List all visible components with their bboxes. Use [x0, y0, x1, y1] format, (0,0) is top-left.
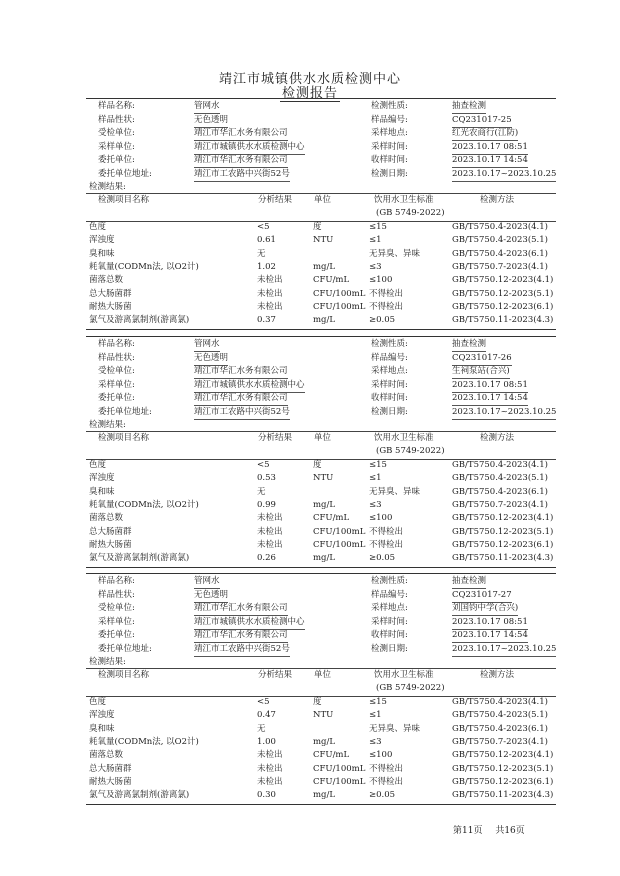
principal-unit-value: 靖江市华汇水务有限公司 [194, 154, 288, 168]
table-row [86, 723, 556, 736]
sampling-time-label: 采样时间: [371, 141, 408, 152]
row-standard: ≤3 [369, 261, 382, 272]
row-result: 0.99 [257, 499, 276, 510]
sampling-time-value: 2023.10.17 08:51 [452, 616, 528, 630]
row-result: 未检出 [257, 539, 283, 550]
row-item: 耐热大肠菌 [89, 539, 132, 550]
sample-property-label: 样品性状: [98, 114, 135, 125]
row-item: 耐热大肠菌 [89, 301, 132, 312]
table-row [86, 696, 556, 709]
row-method: GB/T5750.11-2023(4.3) [452, 315, 554, 326]
table-row [86, 472, 556, 485]
info-row [86, 114, 556, 127]
info-row [86, 168, 556, 181]
sample-property-label: 样品性状: [98, 589, 135, 600]
row-item: 菌落总数 [89, 513, 124, 524]
row-method: GB/T5750.11-2023(4.3) [452, 553, 554, 564]
row-unit: 度 [313, 460, 322, 470]
sampling-site-label: 采样地点: [371, 366, 408, 376]
info-row [86, 406, 556, 419]
row-unit: CFU/100mL [313, 763, 366, 774]
table-row [86, 288, 556, 301]
info-row [86, 602, 556, 615]
row-method: GB/T5750.4-2023(4.1) [452, 460, 548, 470]
table-row [86, 736, 556, 749]
receive-time-label: 收样时间: [371, 630, 408, 640]
row-item: 耗氧量(CODMn法, 以O2计) [89, 736, 199, 747]
info-row [86, 154, 556, 167]
sample-number-label: 样品编号: [371, 352, 408, 363]
client-unit-label: 受检单位: [98, 603, 135, 613]
row-method: GB/T5750.4-2023(5.1) [452, 473, 548, 484]
row-standard: 无异臭、异味 [369, 248, 421, 259]
sampling-unit-label: 采样单位: [98, 141, 135, 152]
sample-property-value: 无色透明 [194, 589, 228, 603]
info-row [86, 127, 556, 140]
test-date-value: 2023.10.17~2023.10.25 [452, 406, 556, 420]
table-row [86, 749, 556, 762]
receive-time-label: 收样时间: [371, 155, 408, 165]
row-standard: 不得检出 [369, 763, 404, 774]
row-item: 氯气及游离氯制剂(游离氯) [89, 553, 190, 564]
sample-name-label: 样品名称: [98, 576, 135, 586]
report-section [86, 97, 556, 337]
results-heading-row [86, 656, 556, 669]
col-item-header: 检测项目名称 [98, 670, 150, 680]
test-type-label: 检测性质: [371, 576, 408, 586]
info-row [86, 643, 556, 656]
row-item: 浑浊度 [89, 473, 115, 484]
sampling-time-label: 采样时间: [371, 379, 408, 390]
column-header-row-2 [86, 445, 556, 458]
principal-address-label: 委托单位地址: [98, 406, 152, 417]
row-method: GB/T5750.12-2023(5.1) [452, 526, 554, 537]
row-result: 未检出 [257, 288, 283, 299]
col-standard-code: (GB 5749-2022) [376, 208, 445, 218]
col-method-header: 检测方法 [480, 670, 515, 680]
row-unit: CFU/100mL [313, 539, 366, 550]
row-method: GB/T5750.11-2023(4.3) [452, 790, 554, 801]
principal-address-label: 委托单位地址: [98, 643, 152, 654]
info-row [86, 365, 556, 378]
row-standard: ≤3 [369, 736, 382, 747]
row-unit: NTU [313, 473, 334, 484]
table-row [86, 789, 556, 802]
table-row [86, 221, 556, 234]
info-row [86, 629, 556, 642]
table-row [86, 763, 556, 776]
row-unit: mg/L [313, 261, 336, 272]
sampling-unit-label: 采样单位: [98, 379, 135, 390]
row-method: GB/T5750.12-2023(5.1) [452, 288, 554, 299]
sample-name-value: 管网水 [194, 100, 220, 114]
sample-number-label: 样品编号: [371, 589, 408, 600]
results-heading: 检测结果: [89, 420, 126, 430]
info-row [86, 575, 556, 588]
row-method: GB/T5750.4-2023(4.1) [452, 222, 548, 232]
results-heading: 检测结果: [89, 657, 126, 667]
row-standard: ≤100 [369, 513, 393, 524]
principal-unit-value: 靖江市华汇水务有限公司 [194, 629, 288, 643]
row-item: 浑浊度 [89, 235, 115, 246]
row-standard: ≤100 [369, 750, 393, 761]
row-method: GB/T5750.7-2023(4.1) [452, 736, 548, 747]
column-header-row [86, 669, 556, 682]
row-result: 未检出 [257, 301, 283, 312]
row-standard: 不得检出 [369, 301, 404, 312]
row-unit: mg/L [313, 553, 336, 564]
row-method: GB/T5750.12-2023(4.1) [452, 275, 554, 286]
page-footer [453, 823, 535, 836]
test-type-value: 抽查检测 [452, 575, 486, 589]
row-item: 浑浊度 [89, 710, 115, 721]
row-method: GB/T5750.4-2023(6.1) [452, 486, 548, 497]
col-standard-code: (GB 5749-2022) [376, 683, 445, 693]
page-number: 第11页 [453, 826, 483, 836]
row-unit: CFU/100mL [313, 776, 366, 787]
row-method: GB/T5750.4-2023(6.1) [452, 248, 548, 259]
row-method: GB/T5750.4-2023(5.1) [452, 235, 548, 246]
receive-time-label: 收样时间: [371, 393, 408, 403]
test-date-value: 2023.10.17~2023.10.25 [452, 643, 556, 657]
sampling-site-value: 刘国钧中学(合兴) [452, 602, 518, 616]
principal-address-value: 靖江市工农路中兴街52号 [194, 406, 290, 420]
row-unit: NTU [313, 710, 334, 721]
row-unit: CFU/100mL [313, 526, 366, 537]
client-unit-label: 受检单位: [98, 366, 135, 376]
row-standard: ≤1 [369, 710, 382, 721]
receive-time-value: 2023.10.17 14:54 [452, 154, 528, 168]
col-unit-header: 单位 [314, 433, 332, 443]
table-row [86, 234, 556, 247]
col-method-header: 检测方法 [480, 195, 515, 205]
test-date-label: 检测日期: [371, 168, 408, 179]
table-row [86, 459, 556, 472]
test-date-label: 检测日期: [371, 406, 408, 417]
column-header-row-2 [86, 682, 556, 695]
sampling-site-value: 红光农商行(江防) [452, 127, 518, 141]
row-result: 0.37 [257, 315, 276, 326]
table-row [86, 539, 556, 552]
row-item: 氯气及游离氯制剂(游离氯) [89, 315, 190, 326]
sample-number-value: CQ231017-27 [452, 589, 512, 603]
row-standard: ≤1 [369, 235, 382, 246]
column-header-row [86, 432, 556, 445]
table-row [86, 314, 556, 327]
report-section [86, 335, 556, 575]
row-standard: ≥0.05 [369, 790, 396, 801]
test-type-value: 抽查检测 [452, 338, 486, 352]
row-item: 总大肠菌群 [89, 288, 132, 299]
col-result-header: 分析结果 [258, 195, 293, 205]
row-result: 1.02 [257, 261, 276, 272]
sample-name-value: 管网水 [194, 338, 220, 352]
client-unit-label: 受检单位: [98, 128, 135, 138]
row-result: 无 [257, 723, 266, 734]
table-row [86, 248, 556, 261]
report-doc-title: 检测报告 [281, 86, 338, 101]
principal-unit-label: 委托单位: [98, 155, 135, 165]
sample-number-label: 样品编号: [371, 114, 408, 125]
table-row [86, 274, 556, 287]
row-standard: 无异臭、异味 [369, 723, 421, 734]
col-standard-header: 饮用水卫生标准 [374, 433, 434, 443]
row-unit: mg/L [313, 315, 336, 326]
table-row [86, 261, 556, 274]
row-item: 耗氧量(CODMn法, 以O2计) [89, 499, 199, 510]
row-item: 氯气及游离氯制剂(游离氯) [89, 790, 190, 801]
sample-property-value: 无色透明 [194, 352, 228, 366]
row-result: 未检出 [257, 513, 283, 524]
row-unit: CFU/mL [313, 750, 350, 761]
row-result: 0.26 [257, 553, 276, 564]
col-result-header: 分析结果 [258, 670, 293, 680]
row-item: 总大肠菌群 [89, 526, 132, 537]
row-method: GB/T5750.12-2023(4.1) [452, 750, 554, 761]
sampling-time-label: 采样时间: [371, 616, 408, 627]
results-heading: 检测结果: [89, 182, 126, 192]
row-item: 臭和味 [89, 486, 115, 497]
client-unit-value: 靖江市华汇水务有限公司 [194, 365, 288, 379]
row-method: GB/T5750.12-2023(6.1) [452, 776, 554, 787]
row-item: 臭和味 [89, 723, 115, 734]
row-standard: 不得检出 [369, 526, 404, 537]
info-row [86, 100, 556, 113]
table-row [86, 552, 556, 565]
row-standard: ≤15 [369, 697, 387, 707]
row-unit: CFU/100mL [313, 288, 366, 299]
row-result: 未检出 [257, 750, 283, 761]
row-item: 色度 [89, 697, 107, 707]
col-method-header: 检测方法 [480, 433, 515, 443]
results-heading-row [86, 419, 556, 432]
client-unit-value: 靖江市华汇水务有限公司 [194, 127, 288, 141]
col-unit-header: 单位 [314, 670, 332, 680]
row-standard: ≥0.05 [369, 315, 396, 326]
row-result: 未检出 [257, 526, 283, 537]
principal-address-label: 委托单位地址: [98, 168, 152, 179]
table-row [86, 776, 556, 789]
col-standard-header: 饮用水卫生标准 [374, 195, 434, 205]
row-result: 0.53 [257, 473, 276, 484]
info-row [86, 589, 556, 602]
principal-address-value: 靖江市工农路中兴街52号 [194, 643, 290, 657]
receive-time-value: 2023.10.17 14:54 [452, 629, 528, 643]
row-item: 菌落总数 [89, 750, 124, 761]
col-standard-code: (GB 5749-2022) [376, 446, 445, 456]
table-row [86, 526, 556, 539]
row-unit: mg/L [313, 499, 336, 510]
principal-unit-value: 靖江市华汇水务有限公司 [194, 392, 288, 406]
page-total: 共16页 [495, 826, 525, 836]
sample-property-value: 无色透明 [194, 114, 228, 128]
row-result: 未检出 [257, 763, 283, 774]
sample-property-label: 样品性状: [98, 352, 135, 363]
table-row [86, 709, 556, 722]
info-row [86, 338, 556, 351]
row-unit: NTU [313, 235, 334, 246]
test-type-label: 检测性质: [371, 339, 408, 349]
table-row [86, 301, 556, 314]
sampling-site-label: 采样地点: [371, 128, 408, 138]
row-standard: ≤15 [369, 222, 387, 232]
row-method: GB/T5750.12-2023(4.1) [452, 513, 554, 524]
test-date-value: 2023.10.17~2023.10.25 [452, 168, 556, 182]
col-standard-header: 饮用水卫生标准 [374, 670, 434, 680]
row-standard: ≤15 [369, 460, 387, 470]
row-standard: ≤3 [369, 499, 382, 510]
info-row [86, 379, 556, 392]
row-result: 无 [257, 248, 266, 259]
row-unit: 度 [313, 697, 322, 707]
row-standard: 不得检出 [369, 539, 404, 550]
col-item-header: 检测项目名称 [98, 433, 150, 443]
row-item: 色度 [89, 222, 107, 232]
table-row [86, 486, 556, 499]
sample-name-value: 管网水 [194, 575, 220, 589]
row-result: 未检出 [257, 275, 283, 286]
row-standard: 无异臭、异味 [369, 486, 421, 497]
row-item: 耐热大肠菌 [89, 776, 132, 787]
row-result: <5 [257, 697, 270, 707]
info-row [86, 392, 556, 405]
principal-unit-label: 委托单位: [98, 393, 135, 403]
test-type-value: 抽查检测 [452, 100, 486, 114]
table-row [86, 499, 556, 512]
sampling-unit-value: 靖江市城镇供水水质检测中心 [194, 141, 305, 155]
row-unit: CFU/mL [313, 275, 350, 286]
row-standard: 不得检出 [369, 288, 404, 299]
table-row [86, 512, 556, 525]
row-result: 无 [257, 486, 266, 497]
col-item-header: 检测项目名称 [98, 195, 150, 205]
col-result-header: 分析结果 [258, 433, 293, 443]
row-method: GB/T5750.4-2023(6.1) [452, 723, 548, 734]
sampling-unit-value: 靖江市城镇供水水质检测中心 [194, 616, 305, 630]
column-header-row [86, 194, 556, 207]
sample-number-value: CQ231017-26 [452, 352, 512, 366]
sample-name-label: 样品名称: [98, 339, 135, 349]
row-standard: ≥0.05 [369, 553, 396, 564]
row-item: 菌落总数 [89, 275, 124, 286]
row-result: 0.47 [257, 710, 276, 721]
sampling-time-value: 2023.10.17 08:51 [452, 379, 528, 393]
sampling-time-value: 2023.10.17 08:51 [452, 141, 528, 155]
row-item: 色度 [89, 460, 107, 470]
row-result: 1.00 [257, 736, 276, 747]
sampling-site-value: 生祠泵站(合兴) [452, 365, 510, 379]
row-result: 0.30 [257, 790, 276, 801]
row-result: <5 [257, 460, 270, 470]
sampling-site-label: 采样地点: [371, 603, 408, 613]
row-result: 未检出 [257, 776, 283, 787]
info-row [86, 616, 556, 629]
receive-time-value: 2023.10.17 14:54 [452, 392, 528, 406]
results-heading-row [86, 181, 556, 194]
row-unit: mg/L [313, 736, 336, 747]
client-unit-value: 靖江市华汇水务有限公司 [194, 602, 288, 616]
row-method: GB/T5750.12-2023(6.1) [452, 301, 554, 312]
row-item: 耗氧量(CODMn法, 以O2计) [89, 261, 199, 272]
row-standard: ≤100 [369, 275, 393, 286]
test-date-label: 检测日期: [371, 643, 408, 654]
info-row [86, 141, 556, 154]
row-item: 总大肠菌群 [89, 763, 132, 774]
principal-address-value: 靖江市工农路中兴街52号 [194, 168, 290, 182]
report-org-title: 靖江市城镇供水水质检测中心 [218, 72, 401, 87]
row-method: GB/T5750.7-2023(4.1) [452, 261, 548, 272]
row-unit: CFU/100mL [313, 301, 366, 312]
row-unit: CFU/mL [313, 513, 350, 524]
row-result: 0.61 [257, 235, 276, 246]
sample-name-label: 样品名称: [98, 101, 135, 111]
sampling-unit-label: 采样单位: [98, 616, 135, 627]
principal-unit-label: 委托单位: [98, 630, 135, 640]
col-unit-header: 单位 [314, 195, 332, 205]
row-unit: mg/L [313, 790, 336, 801]
row-method: GB/T5750.4-2023(4.1) [452, 697, 548, 707]
row-method: GB/T5750.12-2023(6.1) [452, 539, 554, 550]
column-header-row-2 [86, 207, 556, 220]
row-method: GB/T5750.12-2023(5.1) [452, 763, 554, 774]
info-row [86, 352, 556, 365]
sample-number-value: CQ231017-25 [452, 114, 512, 128]
row-standard: ≤1 [369, 473, 382, 484]
row-standard: 不得检出 [369, 776, 404, 787]
row-unit: 度 [313, 222, 322, 232]
row-method: GB/T5750.4-2023(5.1) [452, 710, 548, 721]
report-section [86, 572, 556, 812]
row-item: 臭和味 [89, 248, 115, 259]
sampling-unit-value: 靖江市城镇供水水质检测中心 [194, 379, 305, 393]
row-method: GB/T5750.7-2023(4.1) [452, 499, 548, 510]
test-type-label: 检测性质: [371, 101, 408, 111]
row-result: <5 [257, 222, 270, 232]
